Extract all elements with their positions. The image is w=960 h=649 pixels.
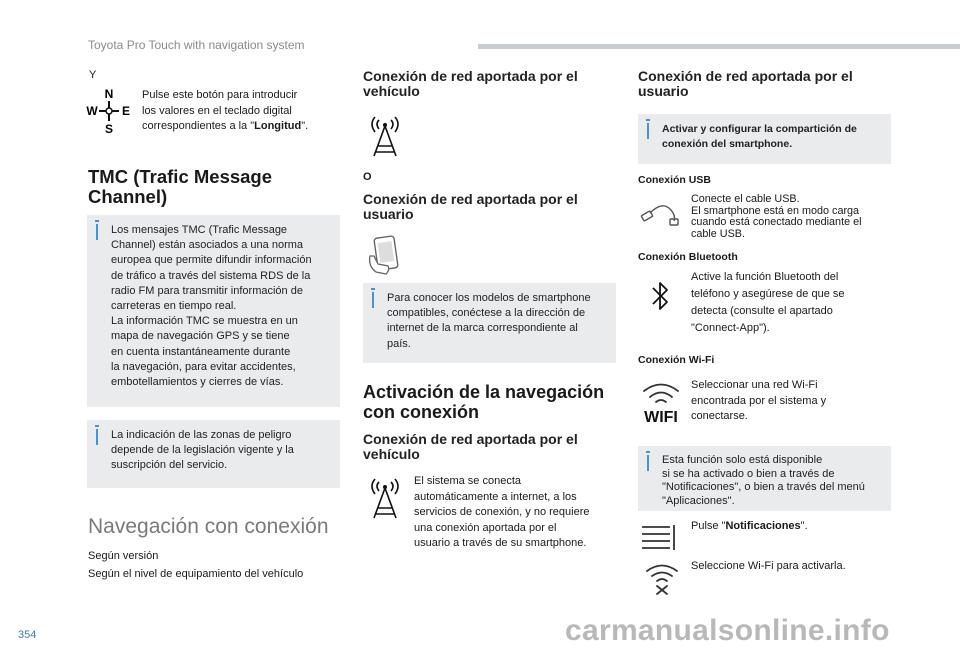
availability-note-text (662, 454, 865, 508)
usb-label: Conexión USB (638, 174, 711, 186)
smartphone-models-note-text (387, 291, 591, 352)
text-line: país. (387, 337, 411, 350)
wifi-icon (640, 380, 682, 424)
svg-text:E: E (121, 104, 131, 118)
svg-text:N: N (104, 87, 114, 101)
y-label: Y (89, 69, 97, 81)
tmc-info-note (87, 215, 340, 407)
notifications-icon (640, 523, 678, 553)
svg-text:WIFI: WIFI (644, 409, 678, 424)
running-header: Toyota Pro Touch with navigation system (88, 38, 305, 52)
text-line: "Notificaciones", o bien a través del menú (662, 481, 865, 494)
watermark: carmanualsonline.info (565, 614, 890, 647)
text-line: Active la función Bluetooth del (691, 271, 839, 283)
availability-note (638, 446, 891, 511)
sharing-note-text: Activar y configurar la compartición de conexión del smartphone. (662, 123, 857, 151)
tmc-title: TMC (Trafic Message Channel) (88, 166, 273, 207)
text-line: El smartphone está en modo carga (691, 204, 860, 217)
text-line: suscripción del servicio. (111, 459, 228, 472)
longitude-description: Pulse este botón para introducir los valores en el teclado digital correspondientes a la "Longitud". (142, 89, 309, 132)
info-icon (95, 425, 99, 427)
connected-nav-title: Navegación con conexión (88, 515, 329, 538)
text-line: europea que permite difundir información (111, 254, 312, 267)
text-line: radio FM para transmitir información de (111, 284, 303, 297)
text-line: servicios de conexión, y no requiere (414, 506, 590, 519)
text-line: "Aplicaciones". (662, 494, 735, 507)
wifi-label: Conexión Wi-Fi (638, 354, 715, 366)
danger-zones-note (87, 420, 340, 488)
antenna-icon (368, 116, 402, 158)
equipment-note: Según el nivel de equipamiento del vehículo (88, 568, 304, 580)
text-line: La indicación de las zonas de peligro (111, 429, 292, 441)
wifi-activate-instruction: Seleccione Wi-Fi para activarla. (691, 560, 846, 572)
bluetooth-description (691, 269, 845, 337)
text-line: Seleccionar una red Wi-Fi (691, 379, 818, 391)
header-rule (478, 44, 960, 49)
vehicle-connection-description (414, 474, 589, 552)
text-line: "Connect-App"). (691, 322, 770, 334)
text-line: Esta función solo está disponible (662, 454, 823, 466)
version-note: Según versión (88, 550, 159, 562)
usb-description (691, 194, 861, 240)
wifi-description (691, 378, 826, 425)
antenna-icon (368, 478, 402, 520)
text-line: conectarse. (691, 410, 748, 422)
text-line: depende de la legislación vigente y la (111, 444, 294, 457)
smartphone-models-note (363, 283, 616, 363)
text-line: si se ha activado o bien a través de (662, 467, 835, 480)
danger-zones-note-text (111, 428, 294, 474)
activation-title: Activación de la navegación con conexión (363, 382, 605, 422)
page-number: 354 (18, 629, 37, 641)
text-line: carreteras en tiempo real. (111, 300, 237, 313)
text-line: Los mensajes TMC (Trafic Message (111, 224, 288, 236)
info-icon (371, 288, 375, 290)
svg-text:W: W (86, 104, 98, 118)
text-line: embotellamientos y cierres de vías. (111, 376, 284, 389)
text-line: usuario a través de su smartphone. (414, 537, 587, 550)
bluetooth-label: Conexión Bluetooth (638, 251, 738, 263)
text-line: de tráfico a través del sistema RDS de la (111, 269, 311, 282)
text-line: El sistema se conecta (414, 475, 521, 487)
svg-text:S: S (104, 122, 114, 136)
info-icon (95, 220, 99, 222)
text-line: La información TMC se muestra en un (111, 315, 298, 328)
info-icon (646, 451, 650, 453)
text-line: encontrada por el sistema y (691, 394, 827, 407)
text-line: la navegación, para evitar accidentes, (111, 360, 296, 373)
text-line: una conexión aportada por el (414, 521, 557, 534)
wifi-off-icon (644, 562, 680, 596)
text-line: cuando está conectado mediante el (691, 216, 862, 228)
text-line: internet de la marca correspondiente al (387, 322, 578, 335)
tmc-note-text (111, 223, 312, 390)
smartphone-hand-icon (364, 234, 408, 276)
text-line: teléfono y asegúrese de que se (691, 288, 845, 300)
text-line: compatibles, conéctese a la dirección de (387, 307, 586, 320)
text-line: Channel) están asociados a una norma (111, 239, 304, 252)
compass-icon (86, 86, 132, 136)
text-line: detecta (consulte el apartado (691, 305, 833, 317)
text-line: en cuenta instantáneamente durante (111, 345, 291, 358)
text-line: mapa de navegación GPS y se tiene (111, 330, 290, 343)
text-line: Para conocer los modelos de smartphone (387, 292, 591, 304)
text-line: automáticamente a internet, a los (414, 490, 577, 503)
usb-cable-icon (640, 195, 684, 229)
or-label: O (363, 171, 372, 183)
user-network-title-3: Conexión de red aportada por el usuario (638, 68, 853, 99)
notifications-instruction: Pulse "Notificaciones". (691, 520, 808, 532)
vehicle-network-title-2: Conexión de red aportada por el vehículo (363, 431, 578, 462)
vehicle-network-title: Conexión de red aportada por el vehículo (363, 68, 578, 99)
text-line: cable USB. (691, 227, 746, 240)
text-line: Conecte el cable USB. (691, 193, 800, 205)
bluetooth-icon (648, 279, 672, 313)
user-network-title: Conexión de red aportada por el usuario (363, 191, 578, 222)
info-icon (646, 119, 650, 121)
sharing-note (638, 114, 891, 164)
